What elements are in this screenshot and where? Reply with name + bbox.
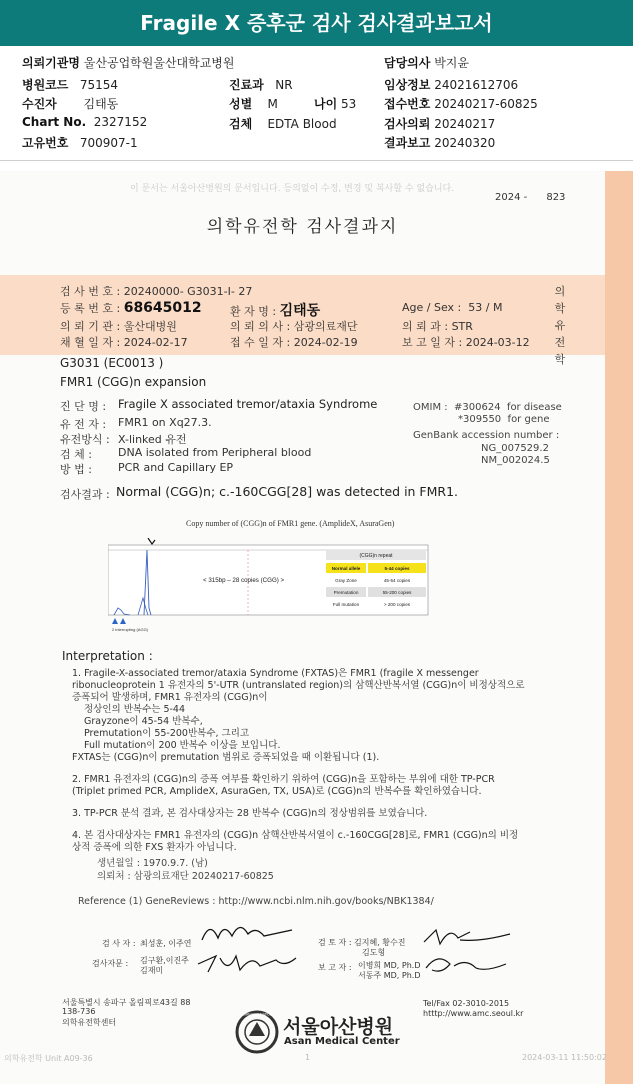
result-label: 검사결과 : bbox=[60, 488, 110, 501]
reviewer-label: 검 토 자 : bbox=[318, 938, 352, 947]
sex-label: 성별 bbox=[229, 97, 253, 111]
diag-label: 진 단 명 : bbox=[60, 400, 107, 413]
specimen-value: EDTA Blood bbox=[267, 117, 337, 131]
report-label: 결과보고 bbox=[384, 136, 431, 150]
omim-gene-note: for gene bbox=[507, 414, 550, 425]
chart-value: 2327152 bbox=[93, 115, 148, 129]
omim-disease-id: #300624 bbox=[454, 402, 501, 413]
reviewer-names-2: 김도형 bbox=[362, 948, 386, 957]
spec-value: DNA isolated from Peripheral blood bbox=[118, 446, 312, 459]
advisor-names-2: 김재미 bbox=[140, 966, 164, 975]
doctor-value: 박지윤 bbox=[434, 56, 469, 70]
tester-label: 검 사 자 : bbox=[102, 939, 136, 948]
result-value: Normal (CGG)n; c.-160CGG[28] was detected in FMR1. bbox=[116, 484, 459, 499]
peak-arrow-icon bbox=[148, 538, 155, 544]
inherit-label: 유전방식 : bbox=[60, 433, 110, 446]
omim-label: OMIM : bbox=[413, 402, 448, 413]
age-sex-label: Age / Sex : bbox=[402, 301, 462, 314]
reporter-label: 보 고 자 : bbox=[318, 963, 352, 972]
diag-value: Fragile X associated tremor/ataxia Syndrome bbox=[118, 397, 378, 411]
coll-date-label: 채 혈 일 자 : bbox=[60, 336, 121, 349]
row-full-name: Full mutation bbox=[332, 602, 360, 607]
scan-req-doc-value: 삼광의료재단 bbox=[293, 320, 358, 333]
gene-value: FMR1 on Xq27.3. bbox=[118, 416, 212, 429]
unique-value: 700907-1 bbox=[79, 136, 138, 150]
reg-no-value: 68645012 bbox=[123, 300, 202, 316]
age-sex-value: 53 / M bbox=[468, 301, 503, 314]
interp-line: 1. Fragile-X-associated tremor/ataxia Syndrome (FXTAS)은 FMR1 (fragile X messenger bbox=[72, 668, 479, 679]
recv-date-value: 2024-02-19 bbox=[293, 336, 358, 349]
clinical-value: 24021612706 bbox=[434, 78, 519, 92]
scan-inst-value: 울산대병원 bbox=[123, 320, 177, 333]
interpretation-body bbox=[72, 668, 592, 854]
interp-line: 증폭되어 발생하며, FMR1 유전자의 (CGG)n이 bbox=[72, 692, 268, 703]
interp-line bbox=[72, 764, 592, 774]
contact-phone: Tel/Fax 02-3010-2015 bbox=[423, 999, 510, 1008]
test-no bbox=[60, 283, 252, 299]
divider bbox=[0, 160, 633, 161]
interp-line: 2. FMR1 유전자의 (CGG)n의 증폭 여부를 확인하기 위하여 (CGG)n을 포함하는 부위에 대한 TP-PCR bbox=[72, 774, 495, 785]
reviewer-names: 김지혜, 황수진 bbox=[354, 938, 406, 947]
interp-line: 4. 본 검사대상자는 FMR1 유전자의 (CGG)n 삼핵산반복서열이 c.-160CGG[28]로, FMR1 (CGG)n의 비정 bbox=[72, 830, 519, 841]
scan-patient bbox=[230, 300, 320, 320]
doc-seq: 823 bbox=[546, 192, 566, 203]
birth-date: 생년월일 : 1970.9.7. (남) bbox=[97, 858, 208, 869]
rep-date bbox=[402, 334, 530, 350]
reg-no-label: 등 록 번 호 : bbox=[60, 302, 121, 315]
omim-disease-note: for disease bbox=[506, 402, 562, 413]
advisor-label: 검사자문 : bbox=[92, 959, 129, 968]
side-vertical-label: 의학유전학 bbox=[554, 285, 566, 366]
inherit-value: X-linked 유전 bbox=[118, 433, 187, 446]
contact-web: htttp://www.amc.seoul.kr bbox=[423, 1009, 524, 1018]
report-banner-title: Fragile X 증후군 검사 검사결과보고서 bbox=[0, 0, 633, 46]
test-no-label: 검 사 번 호 : bbox=[60, 285, 121, 298]
age-sex bbox=[402, 301, 502, 314]
reg-no bbox=[60, 300, 202, 316]
doc-year: 2024 - bbox=[495, 192, 528, 203]
genbank-label: GenBank accession number : bbox=[413, 430, 560, 441]
interp-line: Grayzone이 45-54 반복수, bbox=[84, 716, 203, 727]
scan-dept bbox=[402, 318, 473, 334]
hospital-name-en: Asan Medical Center bbox=[284, 1036, 400, 1047]
doc-title: 의학유전학 검사결과지 bbox=[206, 217, 399, 237]
recv-date-label: 접 수 일 자 : bbox=[230, 336, 291, 349]
logo-ring-text: ASAN FOUNDATION bbox=[241, 1012, 273, 1017]
reporter-names: 이병희 MD, Ph.D bbox=[358, 961, 421, 970]
row-gray-name: Gray Zone bbox=[335, 578, 357, 583]
interpretation-label: Interpretation : bbox=[62, 649, 153, 663]
peach-side-strip bbox=[605, 171, 633, 1084]
report-value: 20240320 bbox=[434, 136, 496, 150]
scan-dept-value: STR bbox=[451, 320, 473, 333]
dept-label: 진료과 bbox=[229, 78, 264, 92]
receipt-label: 접수번호 bbox=[384, 97, 431, 111]
patient-label: 수진자 bbox=[22, 97, 57, 111]
age-label: 나이 bbox=[314, 97, 338, 111]
genbank-1: NG_007529.2 bbox=[481, 443, 549, 454]
specimen-label: 검체 bbox=[229, 117, 253, 131]
row-pre-value: 55-200 copies bbox=[382, 590, 412, 595]
interrupt-arrow-icon bbox=[112, 618, 126, 624]
footer-left: 의학유전학 Unit A09-36 bbox=[4, 1054, 93, 1063]
capillary-ep-figure bbox=[108, 538, 438, 638]
interp-line: ribonucleoprotein 1 유전자의 5'-UTR (untranslated region)의 삼핵산반복서열 (CGG)n이 비정상적으로 bbox=[72, 680, 525, 691]
address-line-2: 138-736 bbox=[62, 1007, 96, 1016]
tester-names: 최성훈, 이주연 bbox=[140, 939, 192, 948]
row-full-value: > 200 copies bbox=[383, 602, 411, 607]
coll-date-value: 2024-02-17 bbox=[123, 336, 188, 349]
interp-line: 상적 증폭에 의한 FXS 환자가 아닙니다. bbox=[72, 842, 237, 853]
institution-label: 의뢰기관명 bbox=[22, 56, 80, 70]
recv-date bbox=[230, 334, 358, 350]
tester-signature bbox=[200, 916, 300, 948]
omim-disease bbox=[454, 402, 562, 413]
reference: Reference (1) GeneReviews : http://www.ncbi.nlm.nih.gov/books/NBK1384/ bbox=[78, 896, 434, 907]
row-normal-value: 5-44 copies bbox=[384, 566, 410, 571]
scan-patient-label: 환 자 명 : bbox=[230, 305, 277, 318]
reporter-names-2: 서동주 MD, Ph.D bbox=[358, 971, 421, 980]
interp-line: FXTAS는 (CGG)n이 premutation 범위로 증폭되었을 때 이환됩니다 (1). bbox=[72, 752, 380, 763]
interp-line bbox=[72, 798, 592, 808]
dept-value: NR bbox=[275, 78, 293, 92]
scan-patient-value: 김태동 bbox=[279, 303, 321, 319]
hospital-name: 서울아산병원 bbox=[283, 1016, 394, 1038]
institution-value: 울산공업학원울산대학교병원 bbox=[83, 56, 235, 70]
interp-line: Full mutation이 200 반복수 이상을 보입니다. bbox=[84, 740, 281, 751]
test-name: FMR1 (CGG)n expansion bbox=[60, 375, 207, 389]
test-no-value: 20240000- G3031-I- 27 bbox=[123, 285, 253, 298]
row-pre-name: Premutation bbox=[333, 590, 359, 595]
request-value: 20240217 bbox=[434, 117, 496, 131]
scan-req-doc bbox=[230, 318, 357, 334]
scan-dept-label: 의 뢰 과 : bbox=[402, 320, 449, 333]
scan-inst-label: 의 뢰 기 관 : bbox=[60, 320, 121, 333]
interp-line: 3. TP-PCR 분석 결과, 본 검사대상자는 28 반복수 (CGG)n의 정상범위를 보였습니다. bbox=[72, 808, 428, 819]
interp-line: 정상인의 반복수는 5-44 bbox=[84, 704, 186, 715]
request-institution: 의뢰처 : 삼광의료재단 20240217-60825 bbox=[97, 871, 274, 882]
advisor-names: 김구환,이진주 bbox=[140, 956, 189, 965]
advisor-signature bbox=[196, 948, 306, 978]
hospital-code-value: 75154 bbox=[79, 78, 119, 92]
chart-label: Chart No. bbox=[22, 115, 87, 129]
interrupt-label: 2 interrupting (AGG) bbox=[112, 627, 149, 632]
interp-line: Premutation이 55-200반복수, 그리고 bbox=[84, 728, 250, 739]
genbank-2: NM_002024.5 bbox=[481, 455, 550, 466]
clinical-label: 임상정보 bbox=[384, 78, 431, 92]
rep-date-label: 보 고 일 자 : bbox=[402, 336, 463, 349]
reporter-signature bbox=[420, 950, 520, 978]
coll-date bbox=[60, 334, 188, 350]
figure-caption: Copy number of (CGG)n of FMR1 gene. (AmplideX, AsuraGen) bbox=[186, 519, 395, 528]
receipt-value: 20240217-60825 bbox=[434, 97, 538, 111]
interp-line bbox=[72, 820, 592, 830]
repeat-table-header: (CGG)n repeat bbox=[359, 553, 393, 559]
scan-req-doc-label: 의 뢰 의 사 : bbox=[230, 320, 291, 333]
peak-annotation: < 315bp – 28 copies (CGG) > bbox=[203, 577, 285, 584]
test-code: G3031 (EC0013 ) bbox=[60, 356, 164, 370]
omim-gene-id: *309550 bbox=[458, 414, 502, 425]
gene-label: 유 전 자 : bbox=[60, 418, 107, 431]
spec-label: 검 체 : bbox=[60, 448, 92, 461]
row-gray-value: 45-54 copies bbox=[383, 578, 411, 583]
row-normal-name: Normal allele bbox=[331, 566, 361, 571]
footer-page: 1 bbox=[305, 1053, 311, 1062]
scan-inst bbox=[60, 318, 177, 334]
rep-date-value: 2024-03-12 bbox=[465, 336, 530, 349]
asan-foundation-logo-icon bbox=[235, 1010, 279, 1054]
address-line-1: 서울특별시 송파구 올림픽로43길 88 bbox=[62, 998, 191, 1007]
request-label: 검사의뢰 bbox=[384, 117, 431, 131]
doc-number bbox=[495, 192, 565, 203]
interp-line: (Triplet primed PCR, AmplideX, AsuraGen, TX, USA)로 (CGG)n의 반복수를 확인하였습니다. bbox=[72, 786, 482, 797]
reviewer-signature bbox=[420, 922, 520, 950]
age-value: 53 bbox=[341, 97, 357, 111]
hospital-code-label: 병원코드 bbox=[22, 78, 69, 92]
watermark-text: 이 문서는 서울아산병원의 문서입니다. 등의없이 수정, 변경 및 복사할 수 없습니다. bbox=[130, 184, 455, 194]
footer-right: 2024-03-11 11:50:02 bbox=[522, 1053, 607, 1062]
doctor-label: 담당의사 bbox=[384, 56, 431, 70]
sex-value: M bbox=[267, 97, 278, 111]
method-label: 방 법 : bbox=[60, 463, 92, 476]
address-line-3: 의학유전학센터 bbox=[62, 1018, 117, 1027]
unique-label: 고유번호 bbox=[22, 136, 69, 150]
patient-value: 김태동 bbox=[83, 97, 119, 111]
method-value: PCR and Capillary EP bbox=[118, 461, 234, 474]
omim-gene bbox=[458, 414, 549, 425]
